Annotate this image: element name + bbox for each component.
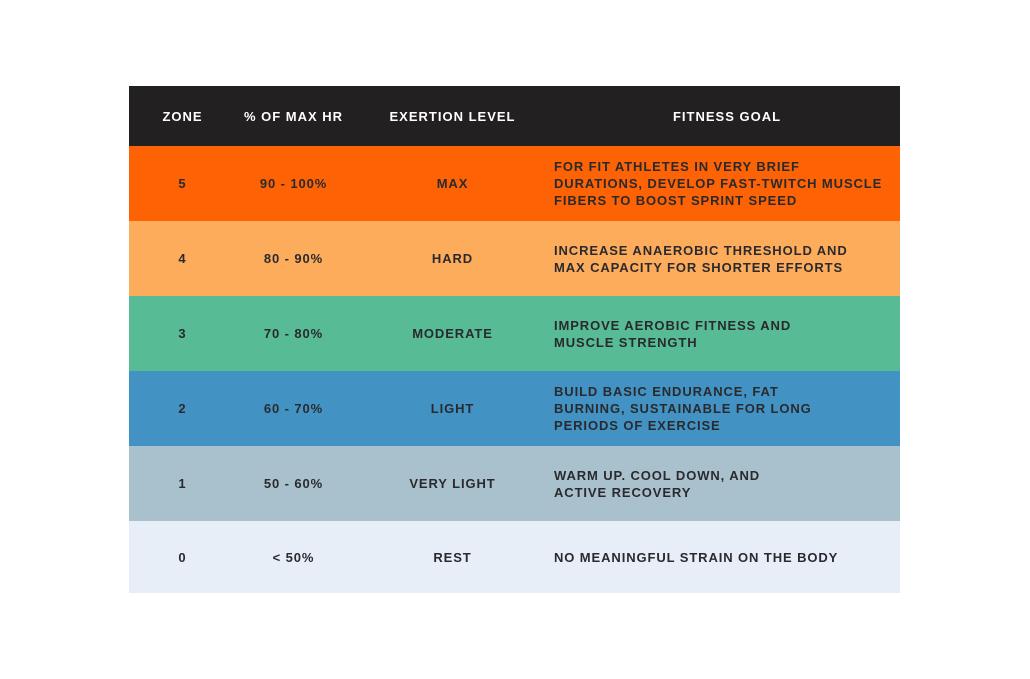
exertion-level: REST <box>433 549 472 565</box>
fitness-goal: BUILD BASIC ENDURANCE, FAT BURNING, SUSTAINABLE FOR LONG PERIODS OF EXERCISE <box>554 384 812 433</box>
exertion-level: HARD <box>431 251 474 266</box>
pct-max-hr: 60 - 70% <box>263 401 324 416</box>
table-row-zone-3 <box>129 296 900 371</box>
zone-number: 4 <box>178 251 187 266</box>
fitness-goal: IMPROVE AEROBIC FITNESS AND MUSCLE STRENGTH <box>554 317 792 350</box>
table-row-zone-2 <box>129 371 900 446</box>
zone-number: 0 <box>178 549 187 565</box>
table-row-zone-4 <box>129 221 900 296</box>
zone-number: 1 <box>178 476 187 491</box>
table-row-zone-1 <box>129 446 900 521</box>
pct-max-hr: < 50% <box>272 549 315 565</box>
zone-number: 3 <box>178 326 187 341</box>
exertion-level: VERY LIGHT <box>409 476 496 491</box>
header-pct-max-hr: % OF MAX HR <box>243 108 344 124</box>
fitness-goal: WARM UP. COOL DOWN, AND ACTIVE RECOVERY <box>554 467 761 500</box>
zone-number: 2 <box>178 401 187 416</box>
fitness-goal: FOR FIT ATHLETES IN VERY BRIEF DURATIONS, DEVELOP FAST-TWITCH MUSCLE FIBERS TO BOOST SPRINT SPEED <box>554 159 883 208</box>
heart-rate-zone-table <box>129 86 900 593</box>
exertion-level: LIGHT <box>430 401 475 416</box>
pct-max-hr: 90 - 100% <box>259 176 328 191</box>
header-exertion-level: EXERTION LEVEL <box>389 108 516 124</box>
exertion-level: MAX <box>436 176 469 191</box>
zone-number: 5 <box>178 176 187 191</box>
table-row-zone-5 <box>129 146 900 221</box>
exertion-level: MODERATE <box>412 326 493 341</box>
pct-max-hr: 80 - 90% <box>263 251 324 266</box>
pct-max-hr: 70 - 80% <box>263 326 324 341</box>
table-row-zone-0 <box>129 521 900 593</box>
table-header <box>129 86 900 146</box>
pct-max-hr: 50 - 60% <box>263 476 324 491</box>
fitness-goal: NO MEANINGFUL STRAIN ON THE BODY <box>554 549 839 565</box>
header-zone: ZONE <box>162 108 203 124</box>
fitness-goal: INCREASE ANAEROBIC THRESHOLD AND MAX CAPACITY FOR SHORTER EFFORTS <box>554 242 848 275</box>
header-fitness-goal: FITNESS GOAL <box>672 108 782 124</box>
